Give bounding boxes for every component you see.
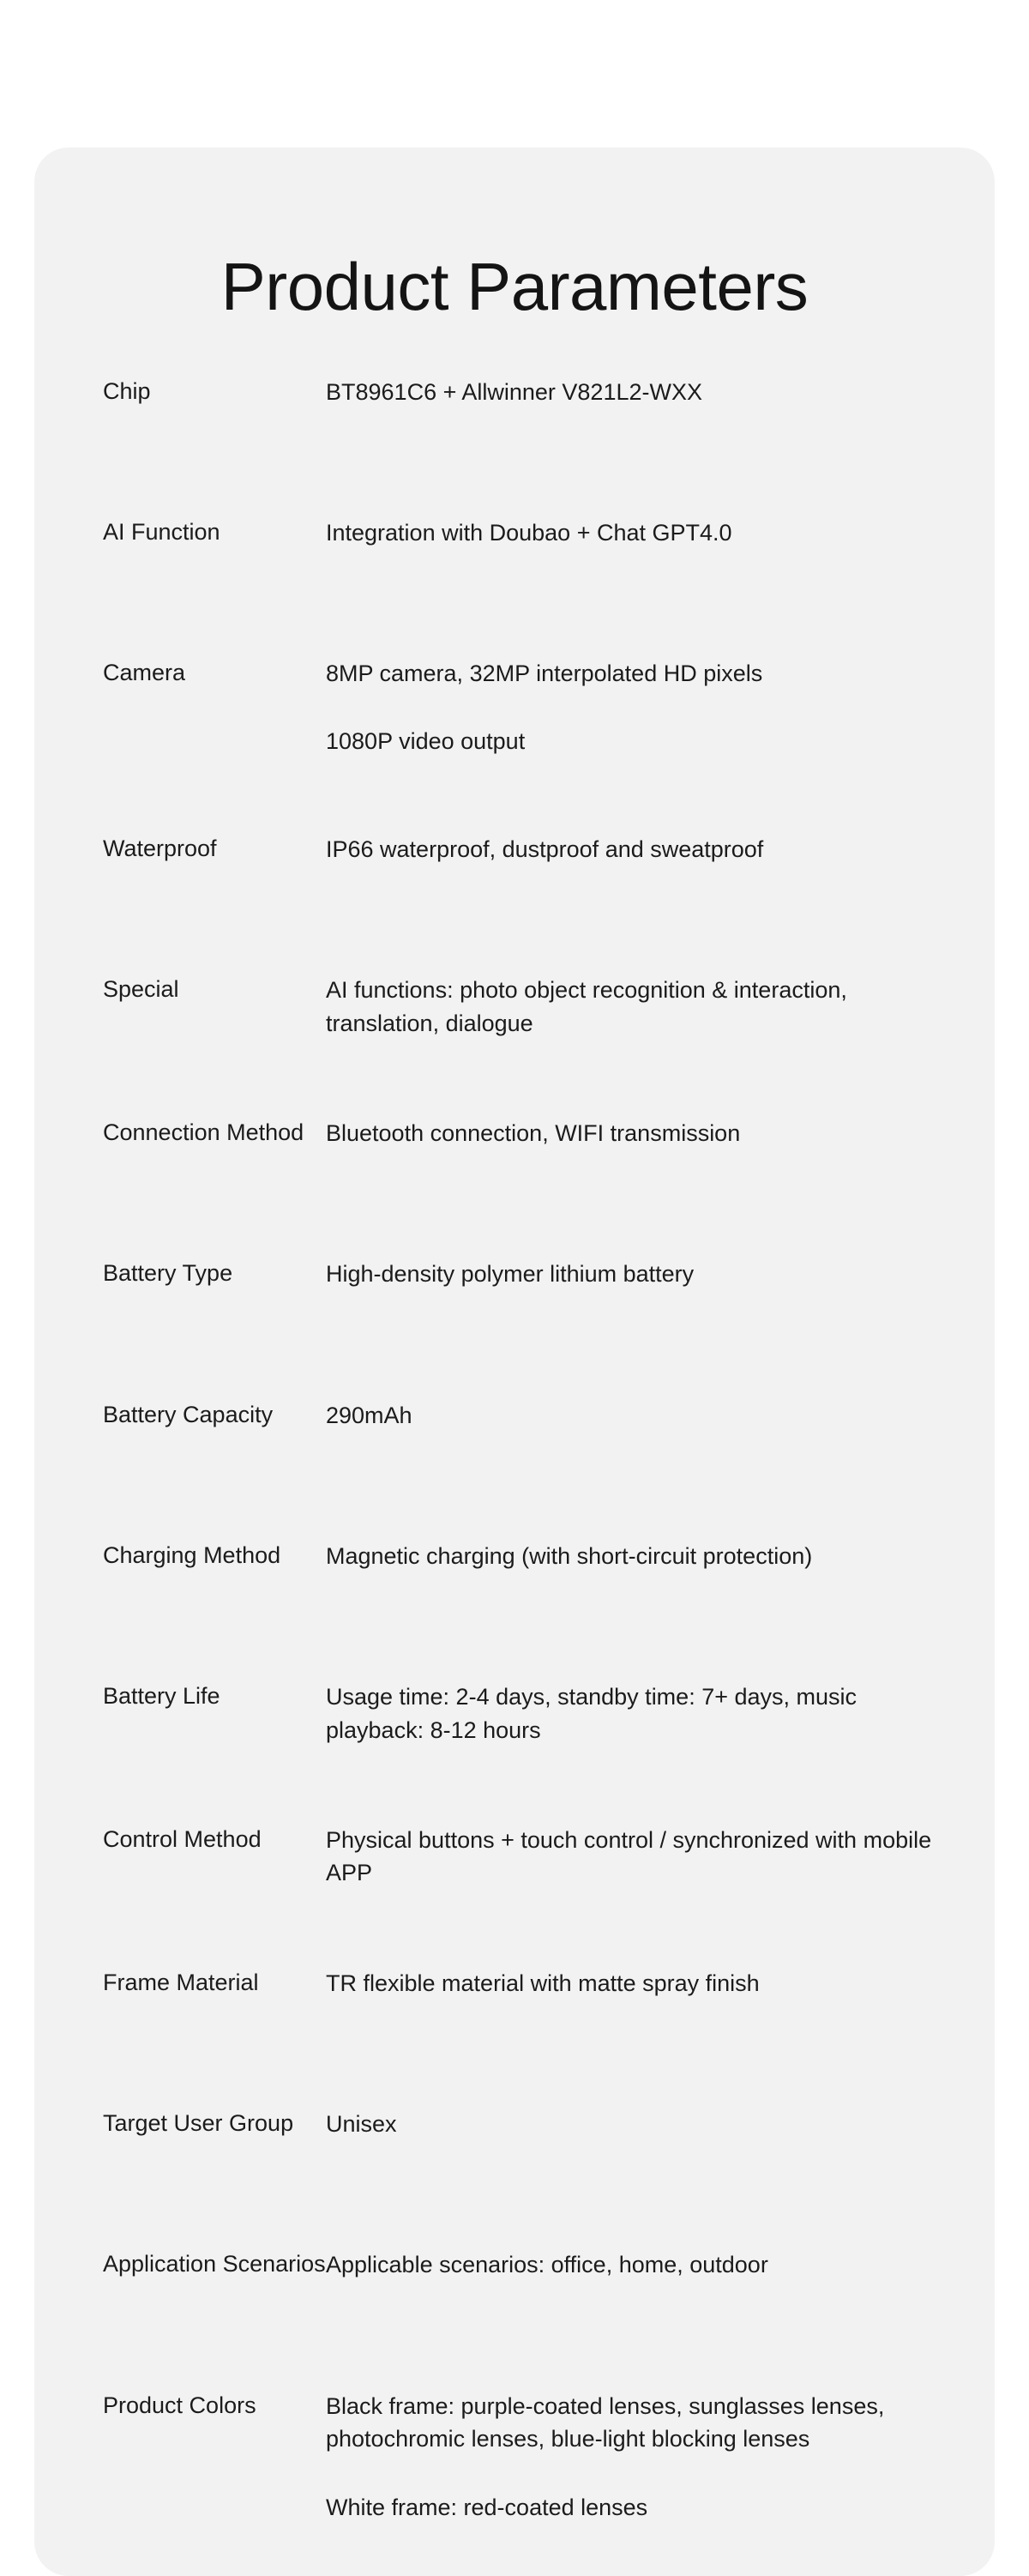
spec-value-cell <box>326 376 995 408</box>
table-row <box>34 833 995 866</box>
spec-value: TR flexible material with matte spray finish <box>326 1970 760 1996</box>
spec-label: Charging Method <box>103 1542 281 1569</box>
spec-value-cell <box>326 2248 995 2281</box>
spec-label-cell <box>34 2108 326 2140</box>
spec-value: Integration with Doubao + Chat GPT4.0 <box>326 520 732 546</box>
spec-value-cell <box>326 516 995 549</box>
spec-value-cell <box>326 1117 995 1149</box>
row-spacer <box>34 1572 995 1680</box>
spec-value-cell <box>326 1824 995 1890</box>
specifications-body <box>34 376 995 2525</box>
spec-value: 290mAh <box>326 1402 412 1428</box>
spec-label-cell <box>34 376 326 408</box>
row-spacer <box>34 1746 995 1824</box>
table-row <box>34 974 995 1040</box>
table-row <box>34 2108 995 2140</box>
spec-label: Connection Method <box>103 1119 304 1146</box>
spec-label-cell <box>34 2248 326 2281</box>
spec-label-cell <box>34 833 326 866</box>
row-spacer <box>34 1890 995 1967</box>
row-spacer <box>34 1040 995 1117</box>
spec-value: Magnetic charging (with short-circuit protection) <box>326 1543 813 1570</box>
spec-label: Camera <box>103 660 186 686</box>
spec-label: Application Scenarios <box>103 2251 326 2277</box>
row-spacer <box>34 866 995 974</box>
spec-label: Waterproof <box>103 836 217 862</box>
spec-value: Unisex <box>326 2111 397 2138</box>
spec-label-cell <box>34 1967 326 2000</box>
row-spacer <box>34 757 995 833</box>
spec-value-cell <box>326 1680 995 1746</box>
table-row <box>34 1399 995 1432</box>
table-row <box>34 1680 995 1746</box>
spec-value: IP66 waterproof, dustproof and sweatproof <box>326 836 764 863</box>
spec-label-cell <box>34 516 326 549</box>
spec-value: AI functions: photo object recognition & interaction, translation, dialogue <box>326 977 847 1036</box>
spec-value-cell <box>326 833 995 866</box>
row-spacer <box>34 2000 995 2108</box>
table-row <box>34 657 995 757</box>
spec-value: 8MP camera, 32MP interpolated HD pixels <box>326 661 763 687</box>
spec-value: Physical buttons + touch control / synchronized with mobile APP <box>326 1827 932 1886</box>
spec-label-cell <box>34 2390 326 2525</box>
spec-value: Bluetooth connection, WIFI transmission <box>326 1120 741 1147</box>
row-spacer <box>34 1291 995 1399</box>
spec-label: AI Function <box>103 519 220 546</box>
table-row <box>34 516 995 549</box>
table-row <box>34 1117 995 1149</box>
spec-label-cell <box>34 974 326 1040</box>
table-row <box>34 1824 995 1890</box>
page-title: Product Parameters <box>220 249 809 324</box>
row-spacer <box>34 549 995 657</box>
spec-value-cell <box>326 2390 995 2525</box>
spec-value-cell <box>326 1399 995 1432</box>
row-spacer <box>34 2282 995 2390</box>
spec-label: Control Method <box>103 1826 262 1853</box>
spec-label-cell <box>34 1680 326 1746</box>
row-spacer <box>34 408 995 516</box>
spec-value-secondary: 1080P video output <box>326 727 526 754</box>
spec-label: Product Colors <box>103 2392 256 2418</box>
table-row <box>34 1967 995 2000</box>
spec-value: BT8961C6 + Allwinner V821L2-WXX <box>326 378 702 405</box>
spec-value: Black frame: purple-coated lenses, sunglasses lenses, photochromic lenses, blue-light blocking lenses <box>326 2392 885 2452</box>
spec-value-cell <box>326 1258 995 1290</box>
spec-label-cell <box>34 1117 326 1149</box>
spec-label: Special <box>103 976 179 1003</box>
spec-label: Chip <box>103 377 151 404</box>
spec-label-cell <box>34 1540 326 1572</box>
spec-value-cell <box>326 2108 995 2140</box>
row-spacer <box>34 1149 995 1258</box>
spec-value: Applicable scenarios: office, home, outdoor <box>326 2252 768 2278</box>
spec-label: Battery Capacity <box>103 1401 274 1427</box>
table-row <box>34 1540 995 1572</box>
spec-value-secondary: White frame: red-coated lenses <box>326 2495 648 2521</box>
spec-value: High-density polymer lithium battery <box>326 1261 695 1288</box>
spec-value: Usage time: 2-4 days, standby time: 7+ days, music playback: 8-12 hours <box>326 1684 858 1743</box>
spec-label-cell <box>34 657 326 757</box>
spec-label: Battery Type <box>103 1260 233 1287</box>
spec-label: Frame Material <box>103 1969 259 1995</box>
spec-value-cell <box>326 1540 995 1572</box>
spec-label-cell <box>34 1399 326 1432</box>
row-spacer <box>34 2140 995 2248</box>
specifications-table <box>34 376 995 2525</box>
spec-value-cell <box>326 1967 995 2000</box>
row-spacer <box>34 1432 995 1540</box>
table-row <box>34 2390 995 2525</box>
spec-value-cell <box>326 974 995 1040</box>
table-row <box>34 1258 995 1290</box>
spec-label-cell <box>34 1258 326 1290</box>
table-row <box>34 376 995 408</box>
table-row <box>34 2248 995 2281</box>
product-parameters-card <box>34 148 995 2576</box>
spec-label: Target User Group <box>103 2110 294 2137</box>
spec-label: Battery Life <box>103 1683 220 1710</box>
spec-label-cell <box>34 1824 326 1890</box>
spec-value-cell <box>326 657 995 757</box>
